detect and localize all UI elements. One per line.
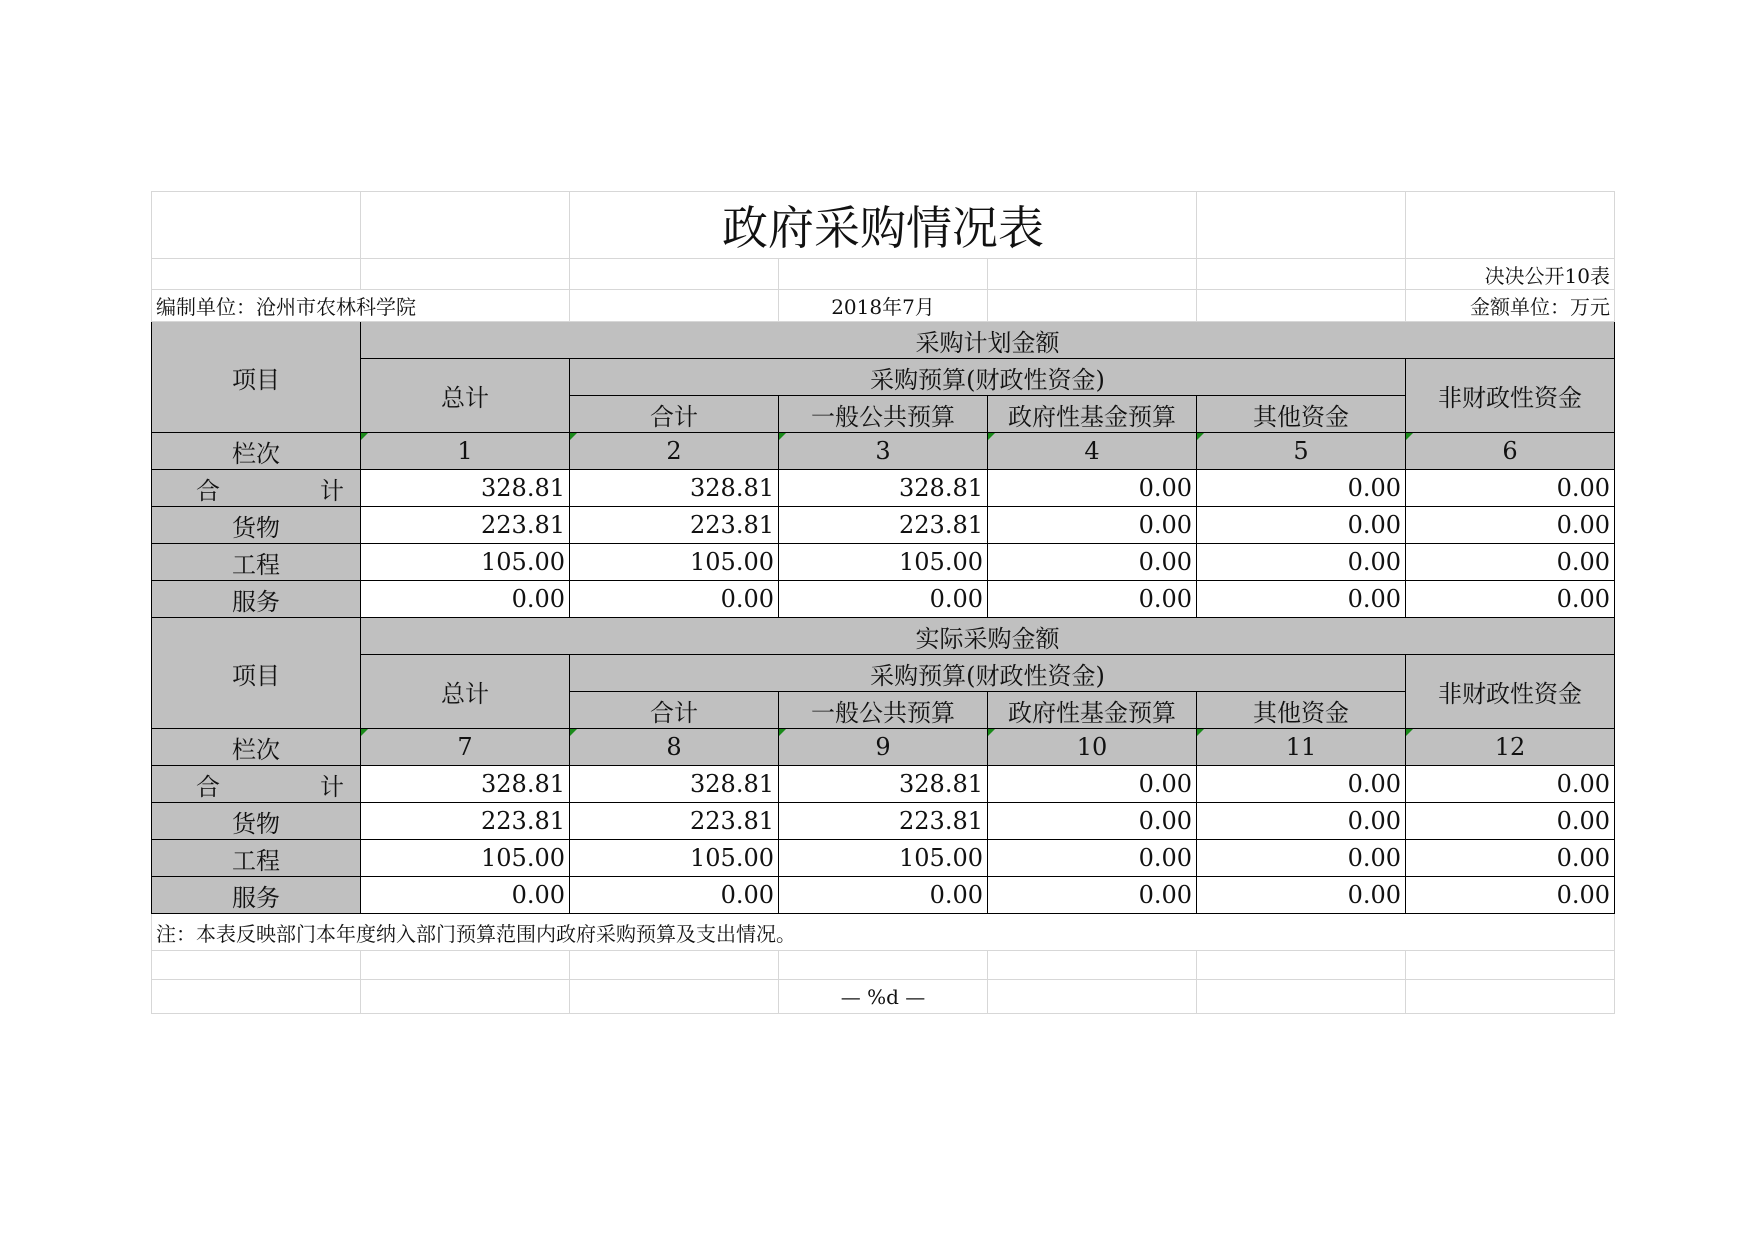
- column-number: 12: [1406, 729, 1615, 766]
- table-cell: 0.00: [1197, 803, 1406, 840]
- table-cell: 328.81: [779, 470, 988, 507]
- table-cell: 223.81: [570, 507, 779, 544]
- table-cell: 223.81: [361, 803, 570, 840]
- table-cell: 0.00: [1197, 840, 1406, 877]
- column-number: 6: [1406, 433, 1615, 470]
- table-cell: 0.00: [1406, 766, 1615, 803]
- table-cell: 0.00: [1197, 470, 1406, 507]
- table-cell: 0.00: [1406, 507, 1615, 544]
- table-cell: 0.00: [988, 877, 1197, 914]
- section-header-row: [152, 618, 1615, 655]
- column-number-label: 栏次: [152, 729, 361, 766]
- table-cell: 0.00: [1406, 581, 1615, 618]
- non-fiscal-header: 非财政性资金: [1406, 655, 1615, 729]
- table-cell: 328.81: [779, 766, 988, 803]
- section-heading: 采购计划金额: [361, 322, 1615, 359]
- table-cell: 0.00: [988, 581, 1197, 618]
- column-number: 5: [1197, 433, 1406, 470]
- table-row: [152, 877, 1615, 914]
- table-cell: 0.00: [779, 877, 988, 914]
- table-cell: 0.00: [1406, 840, 1615, 877]
- column-group-row: [152, 655, 1615, 692]
- table-row: [152, 840, 1615, 877]
- row-label: 服务: [152, 581, 361, 618]
- fund-budget-header: 政府性基金预算: [988, 396, 1197, 433]
- total-header: 总计: [361, 359, 570, 433]
- procurement-sheet: [151, 191, 1614, 1014]
- table-cell: 0.00: [1197, 544, 1406, 581]
- table-cell: 105.00: [779, 840, 988, 877]
- procurement-table: [151, 191, 1615, 1014]
- table-note: 注：本表反映部门本年度纳入部门预算范围内政府采购预算及支出情况。: [152, 914, 1615, 951]
- column-number-label: 栏次: [152, 433, 361, 470]
- row-label: 货物: [152, 803, 361, 840]
- table-cell: 0.00: [1406, 544, 1615, 581]
- table-cell: 105.00: [570, 544, 779, 581]
- row-label: 工程: [152, 840, 361, 877]
- table-cell: 0.00: [1197, 581, 1406, 618]
- item-header: 项目: [152, 618, 361, 729]
- column-number: 8: [570, 729, 779, 766]
- table-row: [152, 507, 1615, 544]
- page-title: 政府采购情况表: [570, 192, 1197, 259]
- column-number: 4: [988, 433, 1197, 470]
- table-row: [152, 766, 1615, 803]
- row-label: 合 计: [152, 470, 361, 507]
- total-header: 总计: [361, 655, 570, 729]
- table-row: [152, 803, 1615, 840]
- subtotal-header: 合计: [570, 692, 779, 729]
- column-number: 3: [779, 433, 988, 470]
- page-marker: — %d —: [779, 980, 988, 1014]
- title-row: [152, 192, 1615, 259]
- column-number: 1: [361, 433, 570, 470]
- item-header: 项目: [152, 322, 361, 433]
- column-number: 9: [779, 729, 988, 766]
- table-row: [152, 470, 1615, 507]
- section-heading: 实际采购金额: [361, 618, 1615, 655]
- table-cell: 0.00: [988, 803, 1197, 840]
- table-cell: 0.00: [988, 840, 1197, 877]
- table-cell: 0.00: [361, 581, 570, 618]
- currency-unit: 金额单位：万元: [1406, 290, 1615, 322]
- column-number-row: [152, 433, 1615, 470]
- table-row: [152, 581, 1615, 618]
- table-cell: 0.00: [988, 470, 1197, 507]
- column-number: 10: [988, 729, 1197, 766]
- row-label: 服务: [152, 877, 361, 914]
- blank-row: [152, 951, 1615, 980]
- table-cell: 328.81: [570, 470, 779, 507]
- table-cell: 0.00: [570, 877, 779, 914]
- column-number: 2: [570, 433, 779, 470]
- row-label: 合 计: [152, 766, 361, 803]
- table-cell: 0.00: [361, 877, 570, 914]
- table-row: [152, 544, 1615, 581]
- table-cell: 0.00: [988, 507, 1197, 544]
- table-cell: 0.00: [1197, 766, 1406, 803]
- non-fiscal-header: 非财政性资金: [1406, 359, 1615, 433]
- note-row: [152, 914, 1615, 951]
- table-cell: 0.00: [570, 581, 779, 618]
- row-label: 货物: [152, 507, 361, 544]
- table-cell: 105.00: [779, 544, 988, 581]
- row-label: 工程: [152, 544, 361, 581]
- table-cell: 0.00: [988, 766, 1197, 803]
- column-number: 11: [1197, 729, 1406, 766]
- table-cell: 0.00: [1406, 803, 1615, 840]
- table-cell: 223.81: [570, 803, 779, 840]
- column-group-row: [152, 359, 1615, 396]
- general-budget-header: 一般公共预算: [779, 692, 988, 729]
- table-cell: 223.81: [779, 803, 988, 840]
- table-cell: 0.00: [1406, 877, 1615, 914]
- table-cell: 0.00: [1197, 507, 1406, 544]
- budget-group-header: 采购预算(财政性资金): [570, 655, 1406, 692]
- other-funds-header: 其他资金: [1197, 692, 1406, 729]
- general-budget-header: 一般公共预算: [779, 396, 988, 433]
- table-cell: 0.00: [1406, 470, 1615, 507]
- table-cell: 0.00: [988, 544, 1197, 581]
- table-cell: 328.81: [570, 766, 779, 803]
- table-cell: 0.00: [1197, 877, 1406, 914]
- table-cell: 328.81: [361, 766, 570, 803]
- table-cell: 105.00: [361, 840, 570, 877]
- footer-row: [152, 980, 1615, 1014]
- fund-budget-header: 政府性基金预算: [988, 692, 1197, 729]
- other-funds-header: 其他资金: [1197, 396, 1406, 433]
- subtotal-header: 合计: [570, 396, 779, 433]
- table-cell: 105.00: [570, 840, 779, 877]
- column-number-row: [152, 729, 1615, 766]
- form-number-row: [152, 259, 1615, 290]
- form-number: 决决公开10表: [1406, 259, 1615, 290]
- table-cell: 223.81: [779, 507, 988, 544]
- table-cell: 328.81: [361, 470, 570, 507]
- compiling-unit: 编制单位：沧州市农林科学院: [152, 290, 570, 322]
- budget-group-header: 采购预算(财政性资金): [570, 359, 1406, 396]
- column-number: 7: [361, 729, 570, 766]
- table-cell: 105.00: [361, 544, 570, 581]
- report-date: 2018年7月: [779, 290, 988, 322]
- info-row: [152, 290, 1615, 322]
- section-header-row: [152, 322, 1615, 359]
- table-cell: 0.00: [779, 581, 988, 618]
- table-cell: 223.81: [361, 507, 570, 544]
